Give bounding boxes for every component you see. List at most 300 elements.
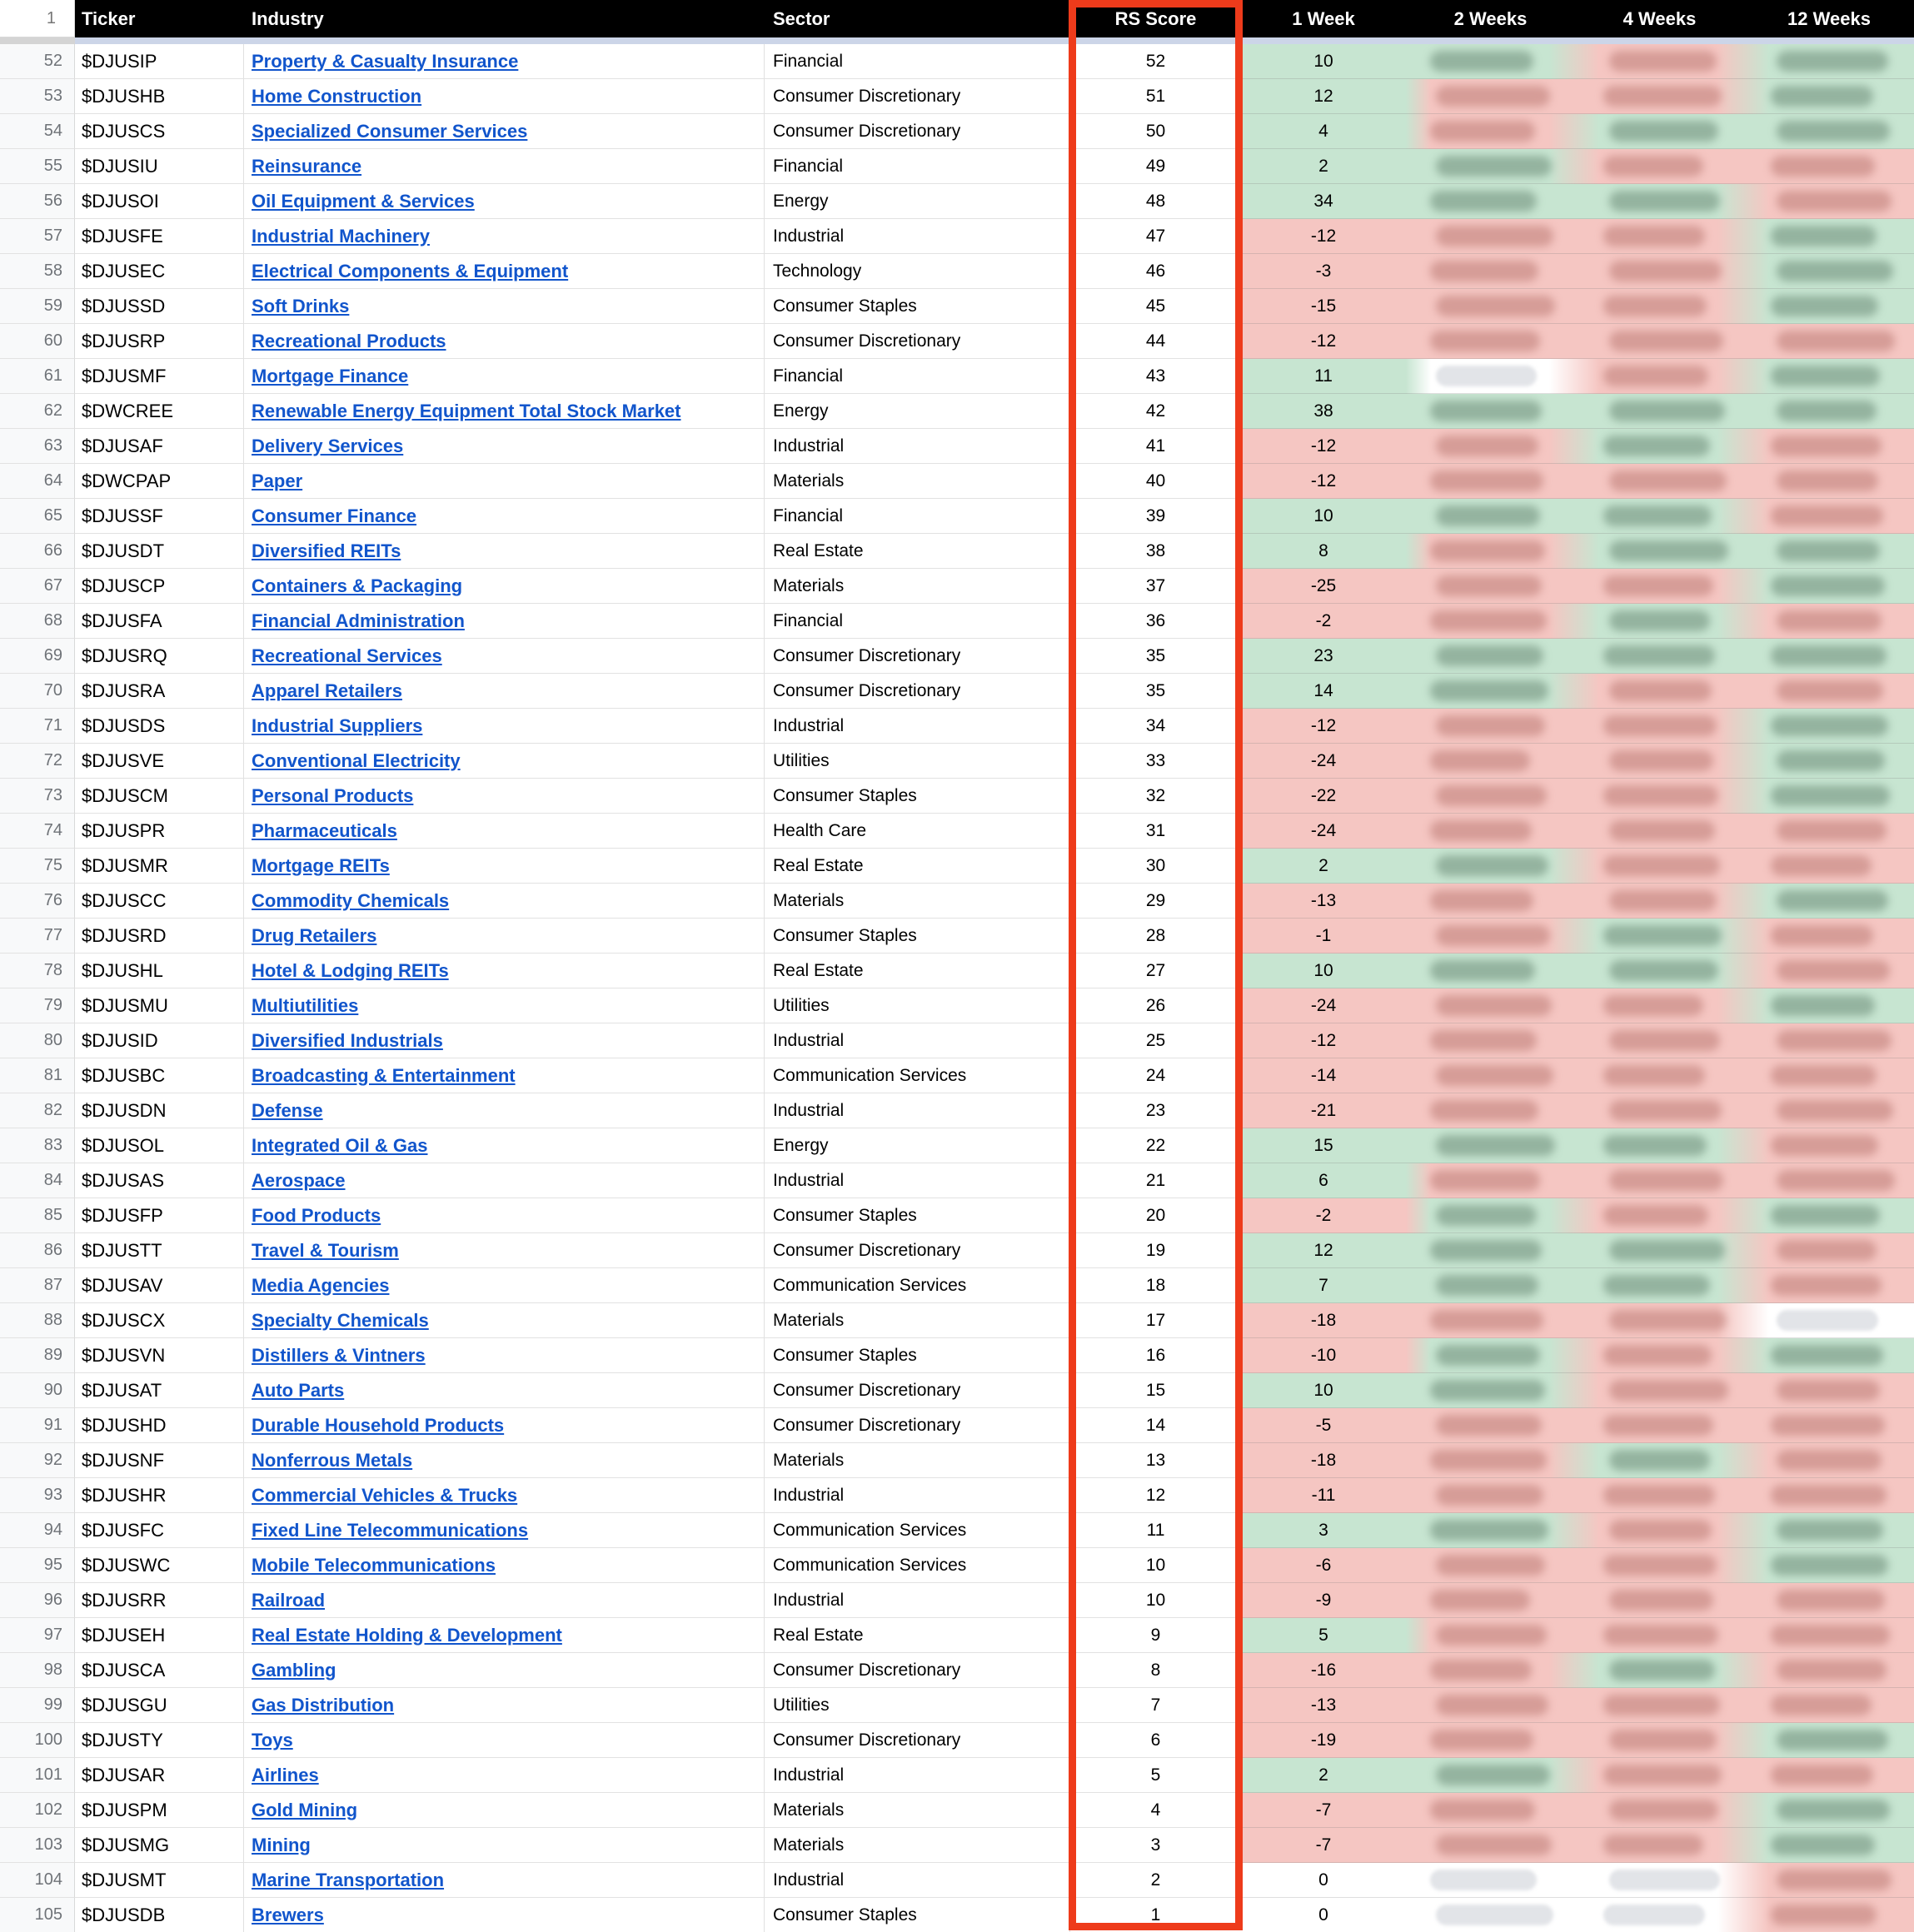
industry-link[interactable]: Food Products [252, 1204, 381, 1226]
rs-score-cell[interactable]: 26 [1070, 988, 1241, 1023]
ticker-cell[interactable]: $DJUSFA [75, 604, 244, 639]
ticker-cell[interactable]: $DJUSBC [75, 1058, 244, 1093]
week1-value-cell[interactable]: -12 [1241, 219, 1406, 254]
rs-score-cell[interactable]: 28 [1070, 919, 1241, 954]
industry-cell[interactable] [244, 639, 765, 674]
week1-value-cell[interactable]: -22 [1241, 779, 1406, 814]
rs-score-cell[interactable]: 36 [1070, 604, 1241, 639]
blurred-weeks-region[interactable] [1406, 1233, 1914, 1268]
ticker-cell[interactable]: $DJUSHB [75, 79, 244, 114]
ticker-cell[interactable]: $DJUSCP [75, 569, 244, 604]
industry-link[interactable]: Pharmaceuticals [252, 819, 397, 841]
rs-score-cell[interactable]: 38 [1070, 534, 1241, 569]
sector-cell[interactable]: Energy [765, 1128, 1070, 1163]
week1-value-cell[interactable]: 8 [1241, 534, 1406, 569]
row-number-cell[interactable]: 72 [0, 744, 75, 779]
column-header-2-weeks[interactable]: 2 Weeks [1406, 0, 1575, 37]
industry-cell[interactable] [244, 1233, 765, 1268]
week1-value-cell[interactable]: 10 [1241, 954, 1406, 988]
sector-cell[interactable]: Consumer Staples [765, 919, 1070, 954]
industry-cell[interactable] [244, 1128, 765, 1163]
rs-score-cell[interactable]: 16 [1070, 1338, 1241, 1373]
rs-score-cell[interactable]: 34 [1070, 709, 1241, 744]
industry-cell[interactable] [244, 499, 765, 534]
week1-value-cell[interactable]: 38 [1241, 394, 1406, 429]
industry-link[interactable]: Mobile Telecommunications [252, 1554, 496, 1576]
rs-score-cell[interactable]: 11 [1070, 1513, 1241, 1548]
row-number-cell[interactable]: 84 [0, 1163, 75, 1198]
row-number-cell[interactable]: 71 [0, 709, 75, 744]
industry-link[interactable]: Property & Casualty Insurance [252, 50, 519, 72]
sector-cell[interactable]: Consumer Staples [765, 1198, 1070, 1233]
sector-cell[interactable]: Consumer Discretionary [765, 1408, 1070, 1443]
rs-score-cell[interactable]: 51 [1070, 79, 1241, 114]
industry-link[interactable]: Delivery Services [252, 435, 404, 456]
blurred-weeks-region[interactable] [1406, 499, 1914, 534]
sector-cell[interactable]: Utilities [765, 988, 1070, 1023]
week1-value-cell[interactable]: -16 [1241, 1653, 1406, 1688]
industry-cell[interactable] [244, 1618, 765, 1653]
ticker-cell[interactable]: $DJUSEH [75, 1618, 244, 1653]
rs-score-cell[interactable]: 50 [1070, 114, 1241, 149]
blurred-weeks-region[interactable] [1406, 1128, 1914, 1163]
row-number-cell[interactable]: 87 [0, 1268, 75, 1303]
week1-value-cell[interactable]: -10 [1241, 1338, 1406, 1373]
week1-value-cell[interactable]: 23 [1241, 639, 1406, 674]
sector-cell[interactable]: Materials [765, 1828, 1070, 1863]
week1-value-cell[interactable]: 4 [1241, 114, 1406, 149]
sector-cell[interactable]: Real Estate [765, 534, 1070, 569]
blurred-weeks-region[interactable] [1406, 744, 1914, 779]
industry-link[interactable]: Brewers [252, 1904, 324, 1925]
blurred-weeks-region[interactable] [1406, 1443, 1914, 1478]
industry-cell[interactable] [244, 1513, 765, 1548]
sector-cell[interactable]: Technology [765, 254, 1070, 289]
rs-score-cell[interactable]: 17 [1070, 1303, 1241, 1338]
week1-value-cell[interactable]: -21 [1241, 1093, 1406, 1128]
row-number-cell[interactable]: 63 [0, 429, 75, 464]
week1-value-cell[interactable]: -12 [1241, 709, 1406, 744]
sector-cell[interactable]: Communication Services [765, 1268, 1070, 1303]
blurred-weeks-region[interactable] [1406, 1793, 1914, 1828]
week1-value-cell[interactable]: -13 [1241, 1688, 1406, 1723]
row-number-cell[interactable]: 100 [0, 1723, 75, 1758]
industry-link[interactable]: Containers & Packaging [252, 575, 463, 596]
ticker-cell[interactable]: $DJUSDN [75, 1093, 244, 1128]
sector-cell[interactable]: Materials [765, 1793, 1070, 1828]
industry-cell[interactable] [244, 289, 765, 324]
industry-link[interactable]: Real Estate Holding & Development [252, 1624, 562, 1646]
industry-link[interactable]: Fixed Line Telecommunications [252, 1519, 529, 1541]
industry-link[interactable]: Durable Household Products [252, 1414, 505, 1436]
week1-value-cell[interactable]: 10 [1241, 44, 1406, 79]
week1-value-cell[interactable]: 15 [1241, 1128, 1406, 1163]
industry-link[interactable]: Auto Parts [252, 1379, 345, 1401]
sector-cell[interactable]: Utilities [765, 744, 1070, 779]
sector-cell[interactable]: Industrial [765, 219, 1070, 254]
sector-cell[interactable]: Consumer Staples [765, 289, 1070, 324]
sector-cell[interactable]: Materials [765, 569, 1070, 604]
row-number-cell[interactable]: 102 [0, 1793, 75, 1828]
ticker-cell[interactable]: $DJUSID [75, 1023, 244, 1058]
rs-score-cell[interactable]: 7 [1070, 1688, 1241, 1723]
blurred-weeks-region[interactable] [1406, 149, 1914, 184]
ticker-cell[interactable]: $DJUSMT [75, 1863, 244, 1898]
blurred-weeks-region[interactable] [1406, 254, 1914, 289]
industry-link[interactable]: Financial Administration [252, 610, 465, 631]
ticker-cell[interactable]: $DJUSMU [75, 988, 244, 1023]
sector-cell[interactable]: Communication Services [765, 1058, 1070, 1093]
ticker-cell[interactable]: $DJUSWC [75, 1548, 244, 1583]
ticker-cell[interactable]: $DJUSDT [75, 534, 244, 569]
row-number-cell[interactable]: 97 [0, 1618, 75, 1653]
column-header-1-week[interactable]: 1 Week [1241, 0, 1406, 37]
blurred-weeks-region[interactable] [1406, 1688, 1914, 1723]
row-number-cell[interactable]: 75 [0, 849, 75, 884]
ticker-cell[interactable]: $DJUSSD [75, 289, 244, 324]
industry-cell[interactable] [244, 44, 765, 79]
rs-score-cell[interactable]: 4 [1070, 1793, 1241, 1828]
ticker-cell[interactable]: $DJUSCA [75, 1653, 244, 1688]
rs-score-cell[interactable]: 10 [1070, 1583, 1241, 1618]
rs-score-cell[interactable]: 29 [1070, 884, 1241, 919]
row-number-cell[interactable]: 104 [0, 1863, 75, 1898]
rs-score-cell[interactable]: 14 [1070, 1408, 1241, 1443]
blurred-weeks-region[interactable] [1406, 814, 1914, 849]
industry-cell[interactable] [244, 1898, 765, 1932]
rs-score-cell[interactable]: 45 [1070, 289, 1241, 324]
ticker-cell[interactable]: $DJUSEC [75, 254, 244, 289]
industry-cell[interactable] [244, 1758, 765, 1793]
blurred-weeks-region[interactable] [1406, 1618, 1914, 1653]
industry-cell[interactable] [244, 184, 765, 219]
week1-value-cell[interactable]: -18 [1241, 1443, 1406, 1478]
week1-value-cell[interactable]: -15 [1241, 289, 1406, 324]
row-number-cell[interactable]: 80 [0, 1023, 75, 1058]
row-number-cell[interactable]: 89 [0, 1338, 75, 1373]
industry-cell[interactable] [244, 1408, 765, 1443]
industry-link[interactable]: Specialized Consumer Services [252, 120, 528, 142]
rs-score-cell[interactable]: 10 [1070, 1548, 1241, 1583]
industry-link[interactable]: Defense [252, 1099, 323, 1121]
rs-score-cell[interactable]: 49 [1070, 149, 1241, 184]
row-number-cell[interactable]: 53 [0, 79, 75, 114]
week1-value-cell[interactable]: -25 [1241, 569, 1406, 604]
rs-score-cell[interactable]: 35 [1070, 674, 1241, 709]
sector-cell[interactable]: Consumer Staples [765, 1338, 1070, 1373]
row-number-cell[interactable]: 103 [0, 1828, 75, 1863]
blurred-weeks-region[interactable] [1406, 1023, 1914, 1058]
industry-link[interactable]: Hotel & Lodging REITs [252, 959, 449, 981]
blurred-weeks-region[interactable] [1406, 1373, 1914, 1408]
blurred-weeks-region[interactable] [1406, 1758, 1914, 1793]
industry-cell[interactable] [244, 1863, 765, 1898]
ticker-cell[interactable]: $DJUSAR [75, 1758, 244, 1793]
industry-link[interactable]: Electrical Components & Equipment [252, 260, 569, 281]
ticker-cell[interactable]: $DJUSMG [75, 1828, 244, 1863]
rs-score-cell[interactable]: 1 [1070, 1898, 1241, 1932]
sector-cell[interactable]: Energy [765, 394, 1070, 429]
rs-score-cell[interactable]: 40 [1070, 464, 1241, 499]
rs-score-cell[interactable]: 33 [1070, 744, 1241, 779]
column-header-industry[interactable]: Industry [244, 0, 765, 37]
week1-value-cell[interactable]: -9 [1241, 1583, 1406, 1618]
ticker-cell[interactable]: $DJUSAF [75, 429, 244, 464]
industry-cell[interactable] [244, 1583, 765, 1618]
industry-cell[interactable] [244, 569, 765, 604]
blurred-weeks-region[interactable] [1406, 114, 1914, 149]
blurred-weeks-region[interactable] [1406, 1338, 1914, 1373]
sector-cell[interactable]: Real Estate [765, 1618, 1070, 1653]
ticker-cell[interactable]: $DJUSIP [75, 44, 244, 79]
ticker-cell[interactable]: $DJUSDS [75, 709, 244, 744]
week1-value-cell[interactable]: -5 [1241, 1408, 1406, 1443]
week1-value-cell[interactable]: 2 [1241, 1758, 1406, 1793]
sector-cell[interactable]: Financial [765, 604, 1070, 639]
blurred-weeks-region[interactable] [1406, 919, 1914, 954]
rs-score-cell[interactable]: 5 [1070, 1758, 1241, 1793]
industry-cell[interactable] [244, 779, 765, 814]
row-number-cell[interactable]: 74 [0, 814, 75, 849]
column-header-sector[interactable]: Sector [765, 0, 1070, 37]
week1-value-cell[interactable]: -18 [1241, 1303, 1406, 1338]
column-header-ticker[interactable]: Ticker [75, 0, 244, 37]
row-number-cell[interactable]: 85 [0, 1198, 75, 1233]
industry-link[interactable]: Conventional Electricity [252, 749, 461, 771]
blurred-weeks-region[interactable] [1406, 954, 1914, 988]
sector-cell[interactable]: Energy [765, 184, 1070, 219]
week1-value-cell[interactable]: -11 [1241, 1478, 1406, 1513]
ticker-cell[interactable]: $DJUSDB [75, 1898, 244, 1932]
industry-cell[interactable] [244, 709, 765, 744]
ticker-cell[interactable]: $DJUSTY [75, 1723, 244, 1758]
ticker-cell[interactable]: $DJUSRA [75, 674, 244, 709]
rs-score-cell[interactable]: 30 [1070, 849, 1241, 884]
industry-link[interactable]: Gold Mining [252, 1799, 358, 1820]
week1-value-cell[interactable]: -7 [1241, 1793, 1406, 1828]
row-number-cell[interactable]: 95 [0, 1548, 75, 1583]
rs-score-cell[interactable]: 47 [1070, 219, 1241, 254]
week1-value-cell[interactable]: 2 [1241, 149, 1406, 184]
industry-link[interactable]: Industrial Machinery [252, 225, 430, 246]
sector-cell[interactable]: Consumer Discretionary [765, 324, 1070, 359]
sector-cell[interactable]: Financial [765, 44, 1070, 79]
row-number-cell[interactable]: 101 [0, 1758, 75, 1793]
sector-cell[interactable]: Industrial [765, 1863, 1070, 1898]
industry-cell[interactable] [244, 1268, 765, 1303]
sector-cell[interactable]: Industrial [765, 1093, 1070, 1128]
industry-link[interactable]: Commercial Vehicles & Trucks [252, 1484, 518, 1506]
industry-link[interactable]: Gambling [252, 1659, 336, 1681]
ticker-cell[interactable]: $DJUSFC [75, 1513, 244, 1548]
sector-cell[interactable]: Utilities [765, 1688, 1070, 1723]
rs-score-cell[interactable]: 24 [1070, 1058, 1241, 1093]
industry-link[interactable]: Commodity Chemicals [252, 889, 450, 911]
rs-score-cell[interactable]: 3 [1070, 1828, 1241, 1863]
row-number-cell[interactable]: 90 [0, 1373, 75, 1408]
ticker-cell[interactable]: $DJUSRD [75, 919, 244, 954]
sector-cell[interactable]: Consumer Staples [765, 779, 1070, 814]
industry-link[interactable]: Diversified REITs [252, 540, 401, 561]
sector-cell[interactable]: Consumer Discretionary [765, 1653, 1070, 1688]
row-number-cell[interactable]: 78 [0, 954, 75, 988]
week1-value-cell[interactable]: -12 [1241, 464, 1406, 499]
sector-cell[interactable]: Industrial [765, 1758, 1070, 1793]
ticker-cell[interactable]: $DJUSFP [75, 1198, 244, 1233]
sector-cell[interactable]: Consumer Discretionary [765, 1373, 1070, 1408]
industry-link[interactable]: Diversified Industrials [252, 1029, 443, 1051]
week1-value-cell[interactable]: 12 [1241, 79, 1406, 114]
blurred-weeks-region[interactable] [1406, 988, 1914, 1023]
blurred-weeks-region[interactable] [1406, 184, 1914, 219]
ticker-cell[interactable]: $DJUSSF [75, 499, 244, 534]
blurred-weeks-region[interactable] [1406, 1058, 1914, 1093]
blurred-weeks-region[interactable] [1406, 1548, 1914, 1583]
week1-value-cell[interactable]: -1 [1241, 919, 1406, 954]
blurred-weeks-region[interactable] [1406, 534, 1914, 569]
row-number-cell[interactable]: 88 [0, 1303, 75, 1338]
blurred-weeks-region[interactable] [1406, 1863, 1914, 1898]
blurred-weeks-region[interactable] [1406, 219, 1914, 254]
blurred-weeks-region[interactable] [1406, 289, 1914, 324]
sector-cell[interactable]: Health Care [765, 814, 1070, 849]
industry-link[interactable]: Aerospace [252, 1169, 346, 1191]
industry-link[interactable]: Drug Retailers [252, 924, 377, 946]
industry-cell[interactable] [244, 1058, 765, 1093]
rs-score-cell[interactable]: 9 [1070, 1618, 1241, 1653]
column-header-4-weeks[interactable]: 4 Weeks [1575, 0, 1744, 37]
blurred-weeks-region[interactable] [1406, 394, 1914, 429]
industry-cell[interactable] [244, 1303, 765, 1338]
week1-value-cell[interactable]: -2 [1241, 1198, 1406, 1233]
industry-link[interactable]: Integrated Oil & Gas [252, 1134, 428, 1156]
sector-cell[interactable]: Consumer Staples [765, 1898, 1070, 1932]
sector-cell[interactable]: Materials [765, 884, 1070, 919]
industry-link[interactable]: Media Agencies [252, 1274, 390, 1296]
industry-cell[interactable] [244, 1443, 765, 1478]
ticker-cell[interactable]: $DJUSAT [75, 1373, 244, 1408]
week1-value-cell[interactable]: -24 [1241, 744, 1406, 779]
sector-cell[interactable]: Consumer Discretionary [765, 1723, 1070, 1758]
sector-cell[interactable]: Consumer Discretionary [765, 639, 1070, 674]
row-number-cell[interactable]: 81 [0, 1058, 75, 1093]
row-number-cell[interactable]: 61 [0, 359, 75, 394]
blurred-weeks-region[interactable] [1406, 709, 1914, 744]
sector-cell[interactable]: Industrial [765, 1163, 1070, 1198]
ticker-cell[interactable]: $DJUSHD [75, 1408, 244, 1443]
row-number-cell[interactable]: 79 [0, 988, 75, 1023]
row-number-cell[interactable]: 67 [0, 569, 75, 604]
blurred-weeks-region[interactable] [1406, 359, 1914, 394]
rs-score-cell[interactable]: 6 [1070, 1723, 1241, 1758]
row-number-cell[interactable]: 57 [0, 219, 75, 254]
rs-score-cell[interactable]: 22 [1070, 1128, 1241, 1163]
row-number-cell[interactable]: 68 [0, 604, 75, 639]
blurred-weeks-region[interactable] [1406, 779, 1914, 814]
industry-link[interactable]: Soft Drinks [252, 295, 350, 316]
row-header-corner[interactable]: 1 [0, 0, 75, 37]
sector-cell[interactable]: Consumer Discretionary [765, 674, 1070, 709]
industry-cell[interactable] [244, 884, 765, 919]
sector-cell[interactable]: Materials [765, 1303, 1070, 1338]
ticker-cell[interactable]: $DJUSVE [75, 744, 244, 779]
row-number-cell[interactable]: 86 [0, 1233, 75, 1268]
rs-score-cell[interactable]: 42 [1070, 394, 1241, 429]
row-number-cell[interactable]: 58 [0, 254, 75, 289]
blurred-weeks-region[interactable] [1406, 1198, 1914, 1233]
industry-link[interactable]: Recreational Products [252, 330, 446, 351]
ticker-cell[interactable]: $DJUSOI [75, 184, 244, 219]
industry-cell[interactable] [244, 674, 765, 709]
ticker-cell[interactable]: $DJUSFE [75, 219, 244, 254]
blurred-weeks-region[interactable] [1406, 1408, 1914, 1443]
sector-cell[interactable]: Industrial [765, 1478, 1070, 1513]
blurred-weeks-region[interactable] [1406, 1513, 1914, 1548]
industry-link[interactable]: Reinsurance [252, 155, 362, 177]
week1-value-cell[interactable]: 10 [1241, 499, 1406, 534]
rs-score-cell[interactable]: 8 [1070, 1653, 1241, 1688]
industry-cell[interactable] [244, 534, 765, 569]
blurred-weeks-region[interactable] [1406, 849, 1914, 884]
rs-score-cell[interactable]: 43 [1070, 359, 1241, 394]
week1-value-cell[interactable]: -7 [1241, 1828, 1406, 1863]
week1-value-cell[interactable]: 7 [1241, 1268, 1406, 1303]
industry-link[interactable]: Consumer Finance [252, 505, 417, 526]
industry-cell[interactable] [244, 1373, 765, 1408]
sector-cell[interactable]: Materials [765, 464, 1070, 499]
week1-value-cell[interactable]: -19 [1241, 1723, 1406, 1758]
row-number-cell[interactable]: 94 [0, 1513, 75, 1548]
ticker-cell[interactable]: $DJUSCS [75, 114, 244, 149]
row-number-cell[interactable]: 66 [0, 534, 75, 569]
rs-score-cell[interactable]: 12 [1070, 1478, 1241, 1513]
industry-cell[interactable] [244, 464, 765, 499]
rs-score-cell[interactable]: 2 [1070, 1863, 1241, 1898]
week1-value-cell[interactable]: -6 [1241, 1548, 1406, 1583]
week1-value-cell[interactable]: 12 [1241, 1233, 1406, 1268]
ticker-cell[interactable]: $DJUSCM [75, 779, 244, 814]
sector-cell[interactable]: Consumer Discretionary [765, 79, 1070, 114]
column-header-12-weeks[interactable]: 12 Weeks [1744, 0, 1914, 37]
week1-value-cell[interactable]: 10 [1241, 1373, 1406, 1408]
blurred-weeks-region[interactable] [1406, 44, 1914, 79]
ticker-cell[interactable]: $DJUSRR [75, 1583, 244, 1618]
rs-score-cell[interactable]: 18 [1070, 1268, 1241, 1303]
industry-cell[interactable] [244, 1828, 765, 1863]
row-number-cell[interactable]: 105 [0, 1898, 75, 1932]
week1-value-cell[interactable]: -12 [1241, 324, 1406, 359]
blurred-weeks-region[interactable] [1406, 324, 1914, 359]
ticker-cell[interactable]: $DJUSAS [75, 1163, 244, 1198]
sector-cell[interactable]: Consumer Discretionary [765, 114, 1070, 149]
sector-cell[interactable]: Industrial [765, 1583, 1070, 1618]
rs-score-cell[interactable]: 46 [1070, 254, 1241, 289]
industry-cell[interactable] [244, 849, 765, 884]
rs-score-cell[interactable]: 31 [1070, 814, 1241, 849]
blurred-weeks-region[interactable] [1406, 1478, 1914, 1513]
sector-cell[interactable]: Materials [765, 1443, 1070, 1478]
blurred-weeks-region[interactable] [1406, 1828, 1914, 1863]
row-number-cell[interactable]: 55 [0, 149, 75, 184]
ticker-cell[interactable]: $DJUSCX [75, 1303, 244, 1338]
blurred-weeks-region[interactable] [1406, 604, 1914, 639]
blurred-weeks-region[interactable] [1406, 464, 1914, 499]
industry-cell[interactable] [244, 429, 765, 464]
industry-cell[interactable] [244, 954, 765, 988]
sector-cell[interactable]: Communication Services [765, 1548, 1070, 1583]
ticker-cell[interactable]: $DJUSAV [75, 1268, 244, 1303]
blurred-weeks-region[interactable] [1406, 639, 1914, 674]
